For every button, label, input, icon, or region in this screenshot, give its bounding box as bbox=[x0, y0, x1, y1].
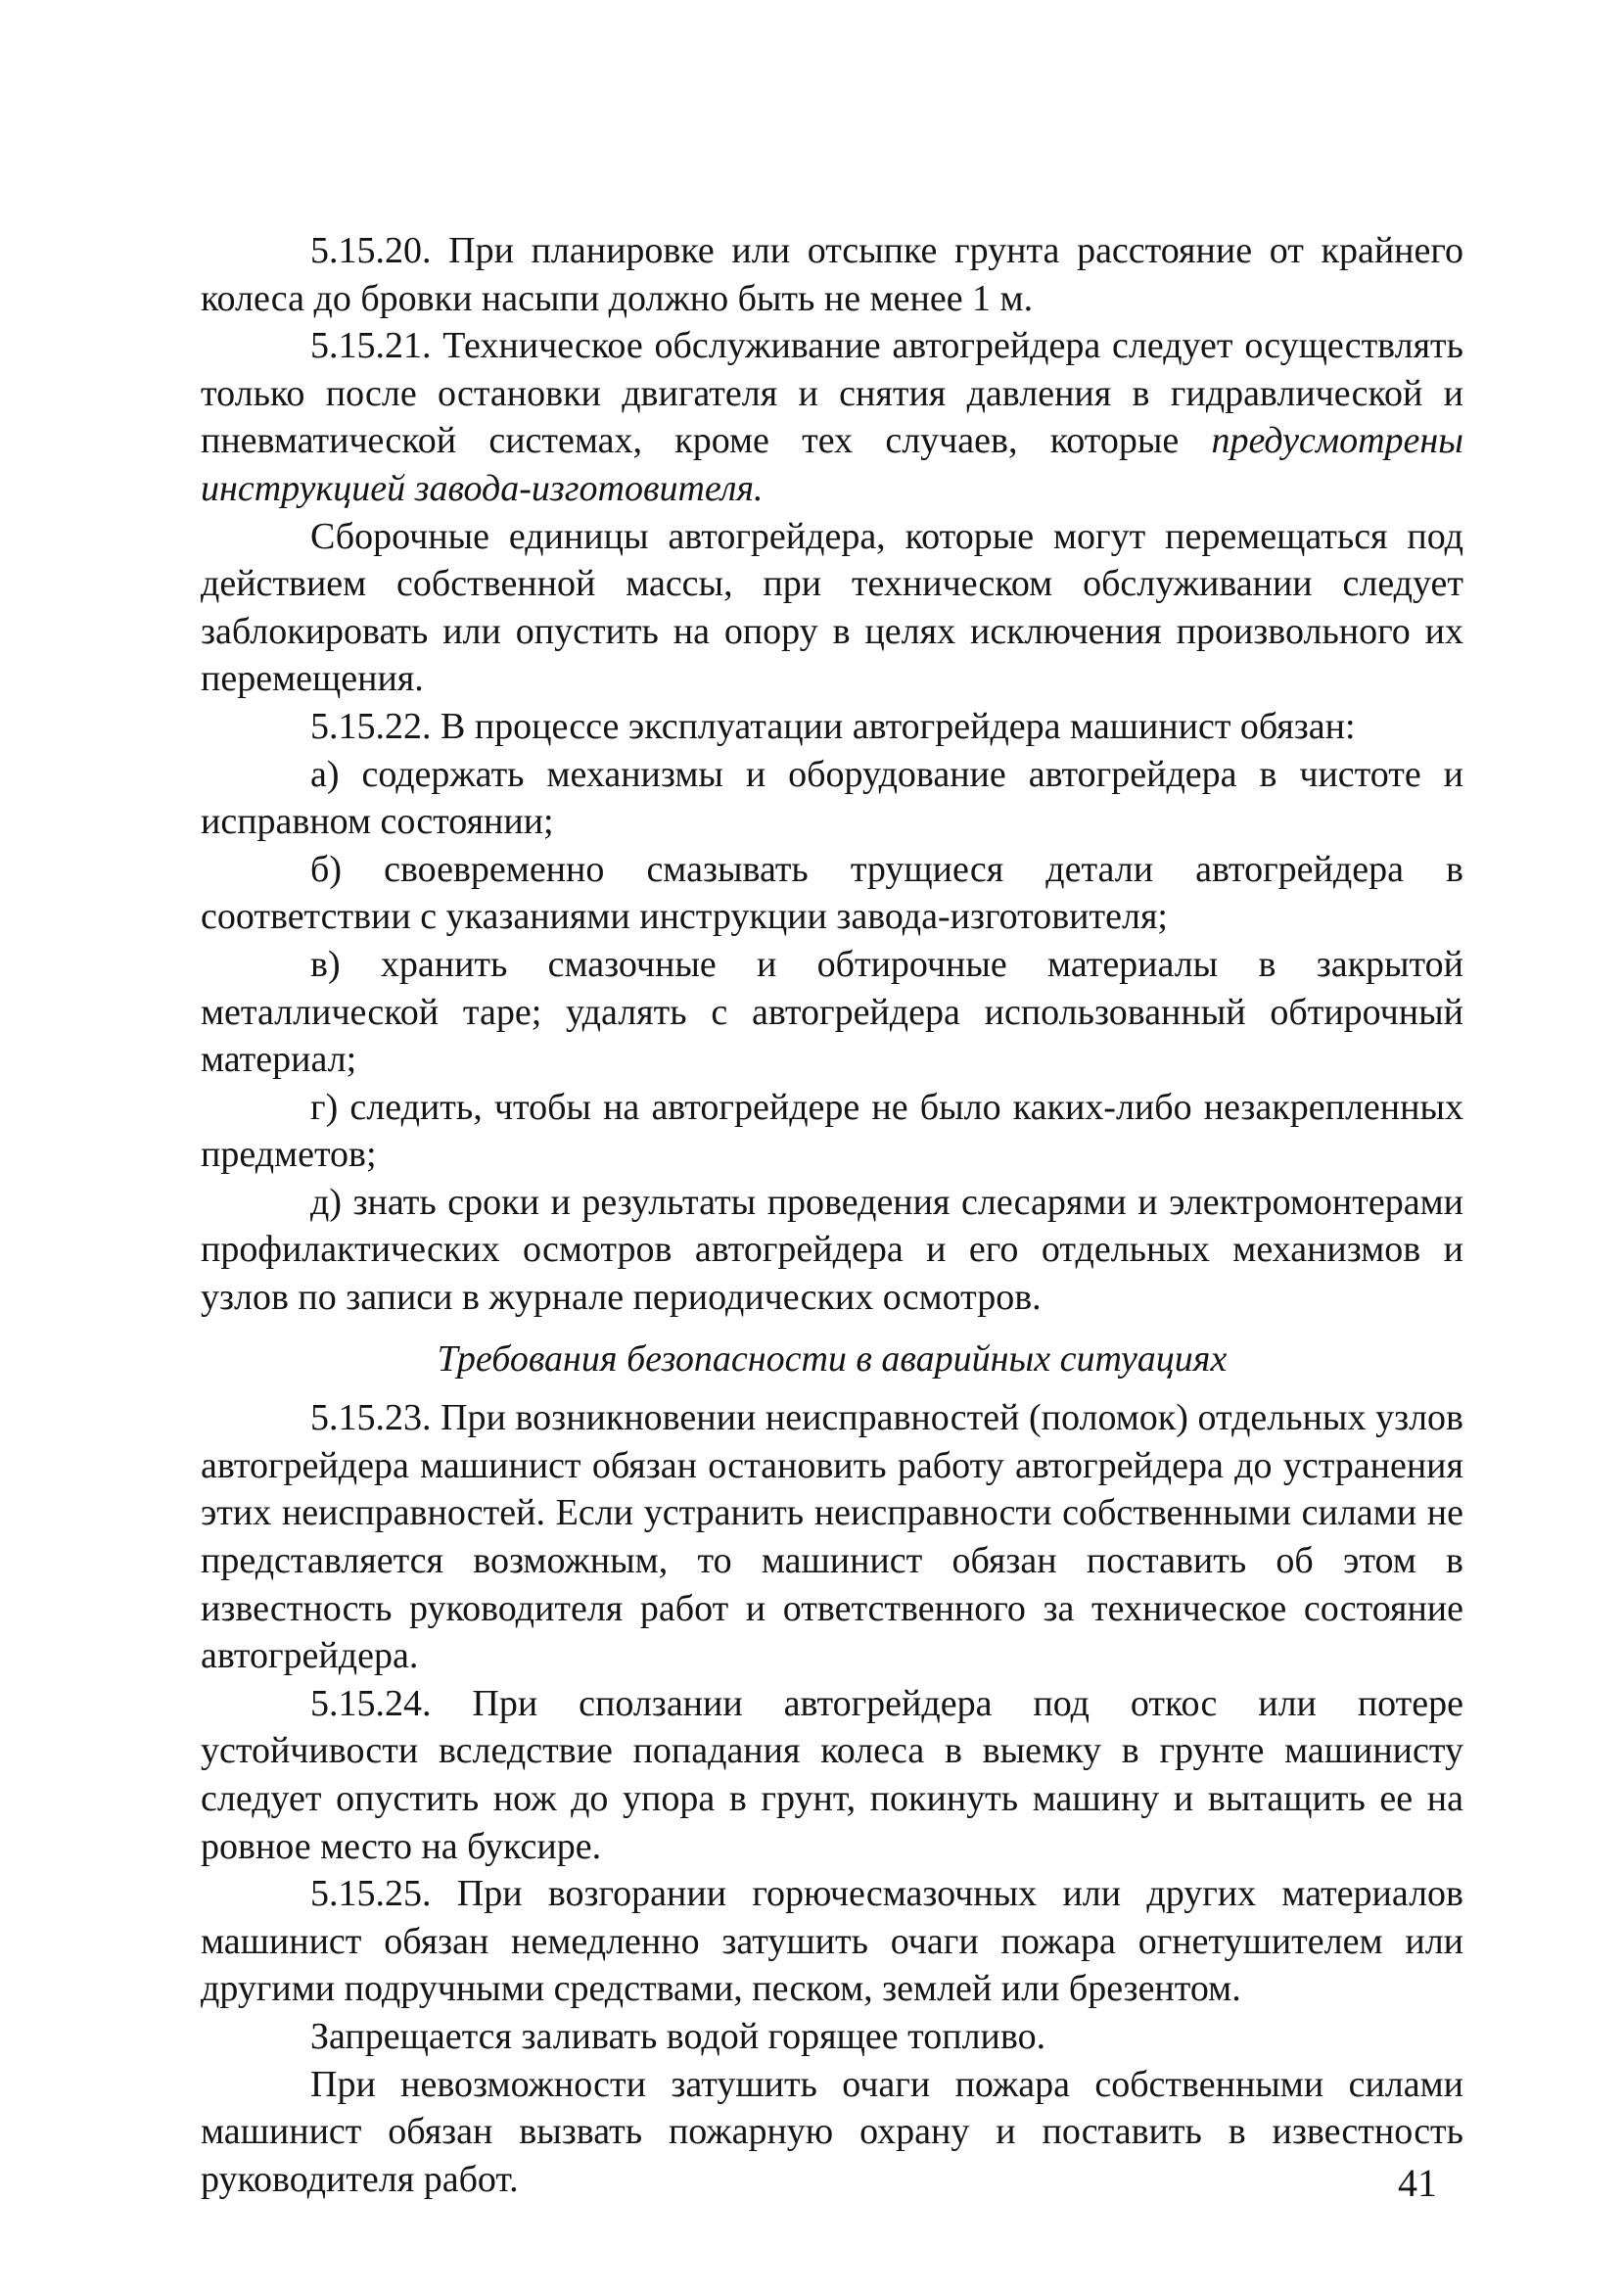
paragraph-assembly-units: Сборочные единицы автогрейдера, которые могут перемещаться под действием собственной массы, при техническом обслуживании следует заблокировать или опустить на опору в целях исключения произвольного их перемещения. bbox=[201, 515, 1463, 700]
list-item-d: д) знать сроки и результаты проведения слесарями и электромонтерами профилактических осмотров автогрейдера и его отдельных механизмов и узлов по записи в журнале периодических осмотров. bbox=[201, 1181, 1463, 1319]
list-item-b: б) своевременно смазывать трущиеся детали автогрейдера в соответствии с указаниями инструкции завода-изготовителя; bbox=[201, 848, 1463, 938]
section-heading-emergency: Требования безопасности в аварийных ситуациях bbox=[437, 1337, 1228, 1380]
paragraph-fire-brigade: При невозможности затушить очаги пожара собственными силами машинист обязан вызвать пожарную охрану и поставить в известность руководителя работ. bbox=[201, 2063, 1463, 2200]
list-item-g: г) следить, чтобы на автогрейдере не было каких-либо незакрепленных предметов; bbox=[201, 1086, 1463, 1176]
paragraph-5-15-22: 5.15.22. В процессе эксплуатации автогрейдера машинист обязан: bbox=[310, 705, 1356, 747]
page-number: 41 bbox=[1398, 2161, 1437, 2205]
paragraph-water-prohibited: Запрещается заливать водой горящее топливо. bbox=[310, 2015, 1046, 2057]
paragraph-5-15-20: 5.15.20. При планировке или отсыпке грунта расстояние от крайнего колеса до бровки насыпи должно быть не менее 1 м. bbox=[201, 230, 1463, 319]
paragraph-5-15-21-italic: предусмотрены инструкцией завода-изготовителя. bbox=[201, 420, 1463, 509]
list-item-a: а) содержать механизмы и оборудование автогрейдера в чистоте и исправном состоянии; bbox=[201, 753, 1463, 843]
paragraph-5-15-23: 5.15.23. При возникновении неисправностей (поломок) отдельных узлов автогрейдера машинист обязан остановить работу автогрейдера до устранения этих неисправностей. Если устранить неисправности собственными силами не представляется возможным, то машинист обязан поставить об этом в известность руководителя работ и ответственного за техническое состояние автогрейдера. bbox=[201, 1397, 1463, 1677]
body-text bbox=[201, 227, 1463, 2203]
paragraph-5-15-21 bbox=[201, 322, 1463, 512]
paragraph-5-15-25: 5.15.25. При возгорании горючесмазочных или других материалов машинист обязан немедленно затушить очаги пожара огнетушителем или другими подручными средствами, песком, землей или брезентом. bbox=[201, 1873, 1463, 2010]
paragraph-5-15-24: 5.15.24. При сползании автогрейдера под откос или потере устойчивости вследствие попадания колеса в выемку в грунте машинисту следует опустить нож до упора в грунт, покинуть машину и вытащить ее на ровное место на буксире. bbox=[201, 1682, 1463, 1867]
list-item-v: в) хранить смазочные и обтирочные материалы в закрытой металлической таре; удалять с автогрейдера использованный обтирочный материал; bbox=[201, 943, 1463, 1081]
paragraph-5-15-21-text: 5.15.21. Техническое обслуживание автогрейдера следует осуществлять только после остановки двигателя и снятия давления в гидравлической и пневматической системах, кроме тех случаев, которые bbox=[201, 325, 1463, 462]
